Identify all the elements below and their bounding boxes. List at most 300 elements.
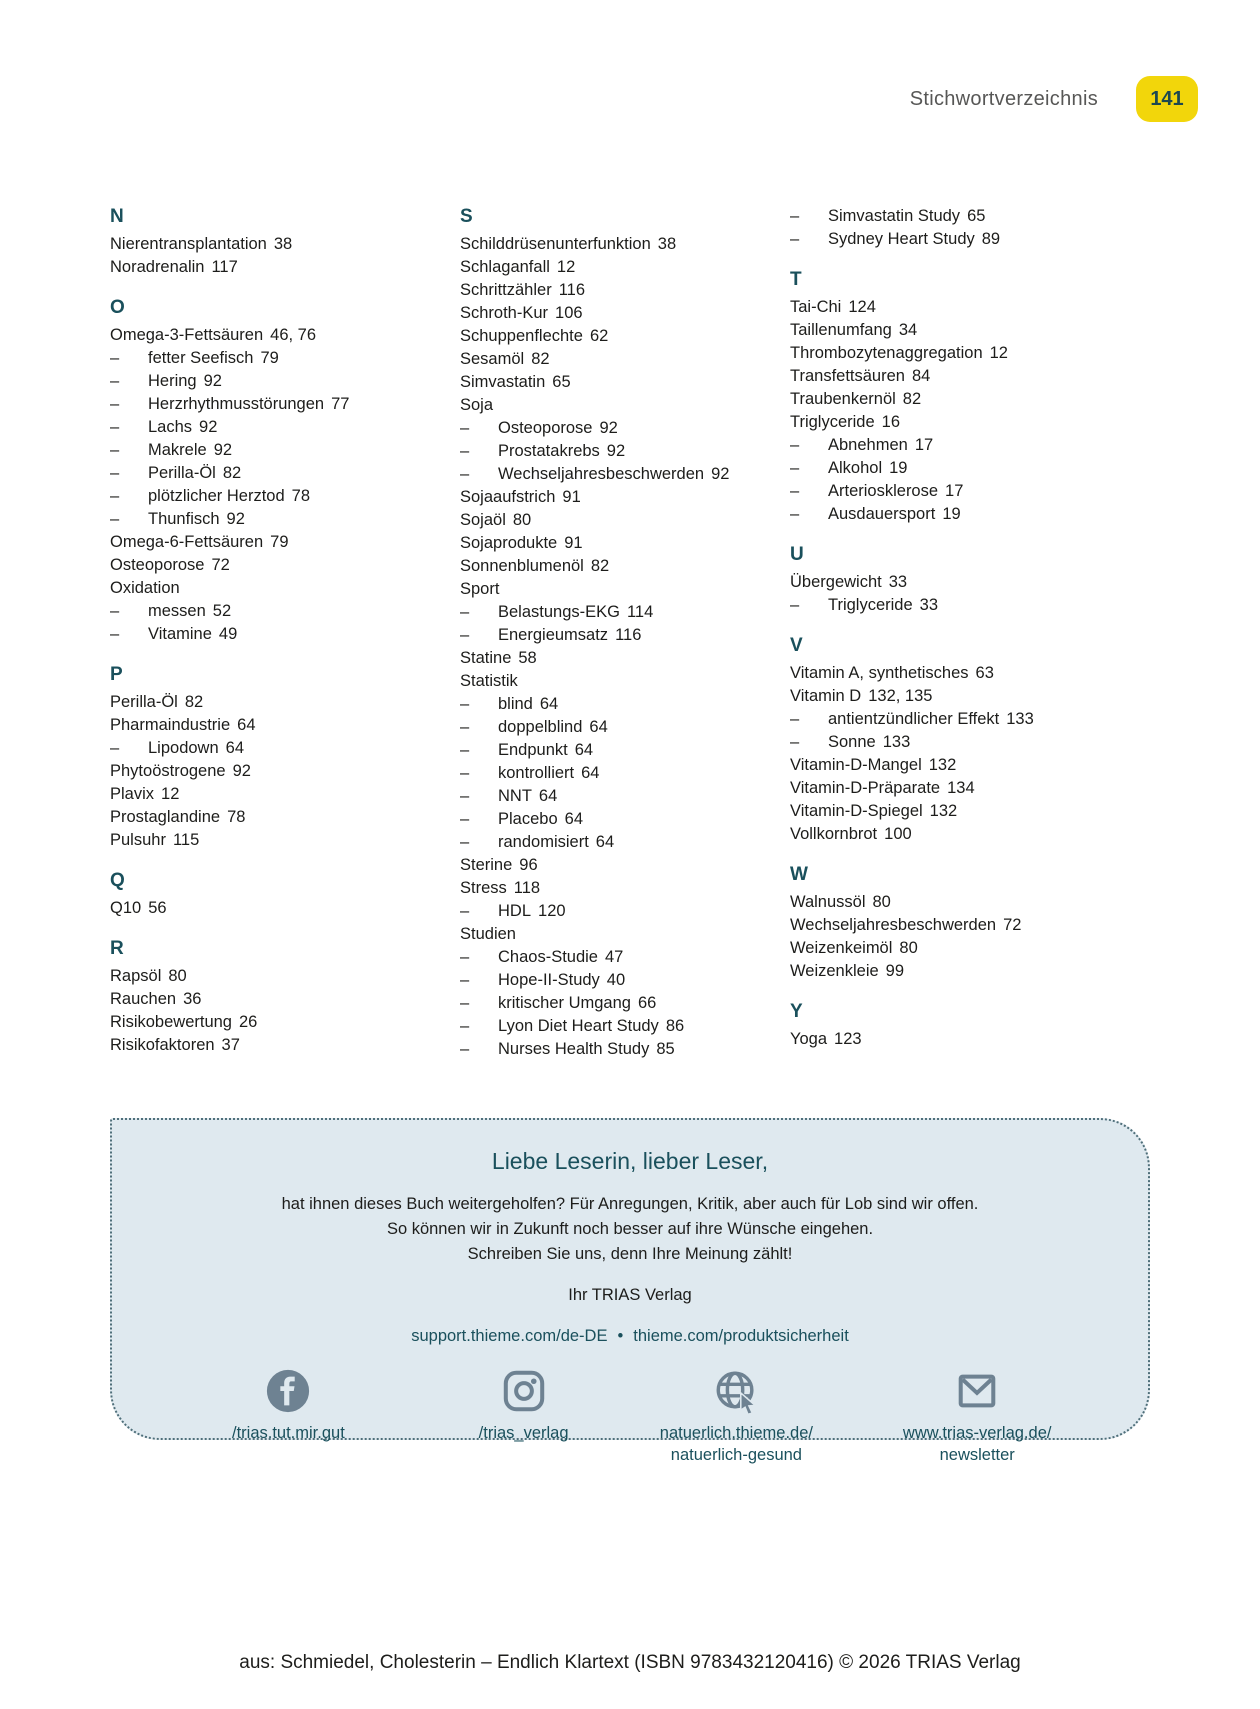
subentry-dash: – <box>790 733 800 751</box>
subentry-dash: – <box>460 442 470 460</box>
instagram-icon <box>501 1368 547 1414</box>
index-entry <box>790 228 1150 251</box>
subentry-dash: – <box>110 441 120 459</box>
entry-term: Vitamin-D-Spiegel <box>790 802 923 820</box>
entry-pages: 89 <box>981 230 1001 248</box>
subentry-dash: – <box>790 596 800 614</box>
index-entry <box>110 760 460 783</box>
subentry-dash: – <box>460 718 470 736</box>
subentry-dash: – <box>110 739 120 757</box>
subentry-dash: – <box>460 994 470 1012</box>
entry-pages: 118 <box>513 879 541 897</box>
index-entry <box>110 988 460 1011</box>
section-letter-N: N <box>110 206 124 227</box>
bullet-separator: • <box>617 1327 624 1345</box>
entry-term: antientzündlicher Effekt <box>828 710 1000 728</box>
subentry-dash: – <box>790 207 800 225</box>
entry-term: Schroth-Kur <box>460 304 549 322</box>
subentry-dash: – <box>460 810 470 828</box>
reader-feedback-box <box>110 1118 1150 1464</box>
subentry-dash: – <box>790 436 800 454</box>
index-entry <box>460 325 790 348</box>
subentry-dash: – <box>460 1040 470 1058</box>
feedback-box-title: Liebe Leserin, lieber Leser, <box>491 1148 769 1174</box>
entry-pages: 92 <box>606 442 626 460</box>
entry-term: Prostaglandine <box>110 808 221 826</box>
subentry-dash: – <box>110 418 120 436</box>
section-letter-Y: Y <box>790 1001 803 1022</box>
entry-pages: 72 <box>1003 916 1022 934</box>
facebook-icon <box>265 1368 311 1414</box>
entry-term: Sydney Heart Study <box>828 230 975 248</box>
index-entry <box>460 808 790 831</box>
entry-pages: 40 <box>606 971 626 989</box>
page-title: Stichwortverzeichnis <box>909 87 1098 110</box>
index-entry <box>460 256 790 279</box>
social-link-newsletter[interactable] <box>848 1368 1106 1466</box>
entry-pages: 64 <box>225 739 244 757</box>
email-icon <box>954 1368 1000 1414</box>
subentry-dash: – <box>110 487 120 505</box>
entry-pages: 92 <box>199 418 218 436</box>
social-label: /trias_verlag <box>478 1424 569 1442</box>
entry-term: Sojaprodukte <box>460 534 558 552</box>
index-entry <box>460 417 790 440</box>
index-entry <box>110 829 460 852</box>
subentry-dash: – <box>460 902 470 920</box>
index-column-2 <box>460 205 790 1061</box>
entry-pages: 78 <box>291 487 310 505</box>
subentry-dash: – <box>460 948 470 966</box>
index-entry <box>460 831 790 854</box>
index-entry <box>110 508 460 531</box>
entry-pages: 64 <box>538 787 558 805</box>
entry-pages: 64 <box>564 810 583 828</box>
section-letter-T: T <box>790 269 802 290</box>
entry-pages: 116 <box>558 281 586 299</box>
index-entry <box>790 296 1150 319</box>
index-entry <box>460 992 790 1015</box>
entry-term: Prostatakrebs <box>498 442 600 460</box>
subentry-dash: – <box>110 349 120 367</box>
entry-term: Schilddrüsenunterfunktion <box>460 235 651 253</box>
entry-term: Lipodown <box>148 739 219 757</box>
entry-pages: 123 <box>834 1030 862 1048</box>
entry-pages: 82 <box>531 350 550 368</box>
social-label: natuerlich.thieme.de/ <box>659 1424 813 1442</box>
entry-term: plötzlicher Herztod <box>148 487 285 505</box>
entry-pages: 64 <box>574 741 594 759</box>
entry-term: HDL <box>498 902 532 920</box>
entry-term: Walnussöl <box>790 893 866 911</box>
entry-term: Osteoporose <box>110 556 205 574</box>
entry-term: Rauchen <box>110 990 177 1008</box>
entry-term: messen <box>148 602 206 620</box>
index-entry <box>110 439 460 462</box>
entry-pages: 52 <box>212 602 232 620</box>
entry-term: Noradrenalin <box>110 258 205 276</box>
index-entry <box>460 486 790 509</box>
entry-term: Sojaöl <box>460 511 506 529</box>
index-entry <box>790 594 1150 617</box>
subentry-dash: – <box>110 510 120 528</box>
section-letter-U: U <box>790 544 804 565</box>
index-entry <box>460 1015 790 1038</box>
entry-term: Abnehmen <box>828 436 908 454</box>
index-entry <box>460 532 790 555</box>
index-entry <box>110 691 460 714</box>
entry-term: Perilla-Öl <box>148 464 216 482</box>
index-entry <box>110 623 460 646</box>
entry-pages: 72 <box>211 556 230 574</box>
entry-pages: 16 <box>881 413 901 431</box>
entry-pages: 49 <box>218 625 238 643</box>
index-entry <box>460 647 790 670</box>
entry-term: Vitamine <box>148 625 212 643</box>
entry-term: Endpunkt <box>498 741 568 759</box>
subentry-dash: – <box>460 741 470 759</box>
entry-term: fetter Seefisch <box>148 349 254 367</box>
index-entry <box>110 370 460 393</box>
entry-pages: 19 <box>889 459 908 477</box>
index-entry <box>460 601 790 624</box>
entry-term: Triglyceride <box>828 596 913 614</box>
index-entry <box>790 342 1150 365</box>
entry-pages: 92 <box>711 465 730 483</box>
entry-term: blind <box>498 695 533 713</box>
entry-pages: 65 <box>552 373 571 391</box>
index-entry <box>790 777 1150 800</box>
index-column-3 <box>790 205 1150 1061</box>
entry-term: Osteoporose <box>498 419 593 437</box>
entry-pages: 84 <box>911 367 931 385</box>
entry-term: Arteriosklerose <box>828 482 939 500</box>
globe-icon <box>713 1368 759 1414</box>
entry-pages: 91 <box>562 488 581 506</box>
feedback-text-line: So können wir in Zukunft noch besser auf ihre Wünsche eingehen. <box>386 1220 874 1238</box>
entry-term: Omega-6-Fettsäuren <box>110 533 264 551</box>
entry-pages: 78 <box>227 808 246 826</box>
subentry-dash: – <box>460 971 470 989</box>
index-entry <box>110 347 460 370</box>
entry-pages: 132 <box>929 802 958 820</box>
index-entry <box>790 937 1150 960</box>
index-entry <box>110 233 460 256</box>
entry-term: Perilla-Öl <box>110 693 178 711</box>
index-entry <box>460 509 790 532</box>
entry-term: Vitamin A, synthetisches <box>790 664 969 682</box>
entry-term: Placebo <box>498 810 558 828</box>
index-entry <box>790 1028 1150 1051</box>
index-entry <box>110 600 460 623</box>
entry-pages: 65 <box>967 207 986 225</box>
entry-term: Sojaaufstrich <box>460 488 556 506</box>
entry-pages: 64 <box>589 718 608 736</box>
entry-term: NNT <box>498 787 532 805</box>
entry-term: Wechseljahresbeschwerden <box>790 916 997 934</box>
subentry-dash: – <box>110 602 120 620</box>
index-entry <box>460 1038 790 1061</box>
index-entry <box>110 324 460 347</box>
index-entry <box>460 348 790 371</box>
index-entry <box>110 1011 460 1034</box>
index-entry <box>460 900 790 923</box>
entry-term: Sesamöl <box>460 350 525 368</box>
subentry-dash: – <box>460 833 470 851</box>
index-entry <box>460 854 790 877</box>
product-safety-link[interactable]: thieme.com/produktsicherheit <box>633 1327 849 1345</box>
subentry-dash: – <box>460 603 470 621</box>
entry-term: Rapsöl <box>110 967 162 985</box>
entry-term: Pulsuhr <box>110 831 166 849</box>
index-entry <box>790 960 1150 983</box>
feedback-links <box>154 1324 1106 1348</box>
section-letter-P: P <box>110 664 123 685</box>
index-entry <box>790 823 1150 846</box>
section-letter-V: V <box>790 635 803 656</box>
index-entry <box>460 716 790 739</box>
entry-pages: 62 <box>589 327 609 345</box>
section-letter-R: R <box>110 938 124 959</box>
entry-pages: 85 <box>656 1040 675 1058</box>
entry-term: Hering <box>148 372 197 390</box>
index-entry <box>460 624 790 647</box>
entry-pages: 92 <box>232 762 251 780</box>
entry-term: Vollkornbrot <box>790 825 878 843</box>
social-link-instagram[interactable] <box>423 1368 625 1466</box>
entry-pages: 63 <box>975 664 994 682</box>
entry-pages: 17 <box>945 482 964 500</box>
entry-term: Taillenumfang <box>790 321 892 339</box>
entry-term: Risikofaktoren <box>110 1036 215 1054</box>
entry-pages: 56 <box>148 899 167 917</box>
entry-term: Schlaganfall <box>460 258 550 276</box>
entry-term: Vitamin-D-Präparate <box>790 779 941 797</box>
index-entry <box>110 806 460 829</box>
index-entry <box>110 462 460 485</box>
entry-term: Thrombozytenaggregation <box>790 344 983 362</box>
entry-pages: 114 <box>626 603 654 621</box>
entry-term: Schrittzähler <box>460 281 552 299</box>
entry-term: Triglyceride <box>790 413 875 431</box>
subentry-dash: – <box>790 710 800 728</box>
social-label: /trias.tut.mir.gut <box>232 1424 345 1442</box>
index-entry <box>790 388 1150 411</box>
index-entry <box>460 440 790 463</box>
entry-pages: 100 <box>884 825 912 843</box>
entry-term: doppelblind <box>498 718 583 736</box>
entry-pages: 17 <box>914 436 934 454</box>
entry-term: Chaos-Studie <box>498 948 598 966</box>
index-entry <box>460 233 790 256</box>
entry-pages: 12 <box>989 344 1008 362</box>
social-label: www.trias-verlag.de/ <box>902 1424 1052 1442</box>
entry-pages: 80 <box>899 939 918 957</box>
entry-term: Energieumsatz <box>498 626 609 644</box>
entry-pages: 86 <box>665 1017 685 1035</box>
entry-term: Hope-II-Study <box>498 971 600 989</box>
index-column-1 <box>110 205 460 1061</box>
page-number-badge: 141 <box>1136 76 1198 122</box>
entry-pages: 80 <box>872 893 891 911</box>
entry-term: Makrele <box>148 441 207 459</box>
entry-pages: 38 <box>657 235 677 253</box>
entry-term: Plavix <box>110 785 155 803</box>
social-links-row <box>154 1368 1106 1466</box>
index-entry <box>790 571 1150 594</box>
entry-pages: 82 <box>902 390 922 408</box>
entry-term: Alkohol <box>828 459 883 477</box>
entry-pages: 117 <box>211 258 238 276</box>
entry-term: Studien <box>460 925 516 943</box>
entry-term: Omega-3-Fettsäuren <box>110 326 264 344</box>
entry-pages: 132 <box>928 756 957 774</box>
entry-term: Thunfisch <box>148 510 220 528</box>
subentry-dash: – <box>790 482 800 500</box>
entry-term: Simvastatin Study <box>828 207 961 225</box>
index-entry <box>110 416 460 439</box>
entry-pages: 34 <box>898 321 918 339</box>
index-entry <box>460 923 790 946</box>
entry-term: Lyon Diet Heart Study <box>498 1017 659 1035</box>
index-entry <box>110 897 460 920</box>
entry-pages: 36 <box>183 990 202 1008</box>
entry-term: Schuppenflechte <box>460 327 583 345</box>
entry-pages: 82 <box>184 693 204 711</box>
index-entry <box>460 739 790 762</box>
index-entry <box>790 480 1150 503</box>
entry-pages: 106 <box>555 304 583 322</box>
social-link-facebook[interactable] <box>154 1368 423 1466</box>
entry-term: Belastungs-EKG <box>498 603 620 621</box>
entry-pages: 64 <box>595 833 615 851</box>
entry-pages: 115 <box>172 831 200 849</box>
entry-term: Statine <box>460 649 512 667</box>
index-entry <box>460 785 790 808</box>
entry-term: Sonne <box>828 733 876 751</box>
entry-term: Stress <box>460 879 507 897</box>
entry-pages: 46, 76 <box>270 326 317 344</box>
subentry-dash: – <box>110 464 120 482</box>
page-header <box>0 76 1198 122</box>
social-label: newsletter <box>939 1446 1015 1464</box>
social-link-website[interactable] <box>624 1368 848 1466</box>
entry-term: Nurses Health Study <box>498 1040 650 1058</box>
index-entry <box>790 365 1150 388</box>
entry-pages: 133 <box>1006 710 1034 728</box>
entry-term: Lachs <box>148 418 193 436</box>
index-entry <box>460 302 790 325</box>
section-letter-Q: Q <box>110 870 125 891</box>
entry-term: Tai-Chi <box>790 298 842 316</box>
entry-term: Simvastatin <box>460 373 546 391</box>
index-entry <box>790 319 1150 342</box>
entry-pages: 38 <box>273 235 293 253</box>
support-link[interactable]: support.thieme.com/de-DE <box>411 1327 608 1345</box>
entry-pages: 58 <box>518 649 537 667</box>
index-entry <box>460 693 790 716</box>
entry-term: kontrolliert <box>498 764 575 782</box>
entry-term: randomisiert <box>498 833 589 851</box>
entry-pages: 92 <box>599 419 618 437</box>
entry-term: Ausdauersport <box>828 505 936 523</box>
index-entry <box>790 800 1150 823</box>
entry-term: Q10 <box>110 899 142 917</box>
entry-term: Wechseljahresbeschwerden <box>498 465 705 483</box>
entry-pages: 80 <box>512 511 532 529</box>
index-entry <box>790 754 1150 777</box>
index-columns <box>110 205 1150 1061</box>
index-entry <box>790 205 1150 228</box>
subentry-dash: – <box>460 626 470 644</box>
feedback-text-line: Schreiben Sie uns, denn Ihre Meinung zählt! <box>467 1245 793 1263</box>
index-entry <box>790 914 1150 937</box>
entry-term: Weizenkleie <box>790 962 879 980</box>
entry-term: Vitamin D <box>790 687 862 705</box>
entry-term: Soja <box>460 396 494 414</box>
entry-pages: 133 <box>882 733 911 751</box>
entry-term: Statistik <box>460 672 518 690</box>
subentry-dash: – <box>460 1017 470 1035</box>
entry-pages: 92 <box>226 510 245 528</box>
entry-pages: 96 <box>519 856 538 874</box>
entry-pages: 120 <box>538 902 566 920</box>
entry-pages: 82 <box>590 557 610 575</box>
entry-term: Herzrhythmusstörungen <box>148 395 325 413</box>
entry-term: Risikobewertung <box>110 1013 232 1031</box>
index-entry <box>790 457 1150 480</box>
entry-term: Nierentransplantation <box>110 235 267 253</box>
index-entry <box>460 946 790 969</box>
subentry-dash: – <box>110 395 120 413</box>
entry-term: kritischer Umgang <box>498 994 631 1012</box>
entry-pages: 124 <box>848 298 876 316</box>
index-entry <box>110 714 460 737</box>
index-entry <box>110 1034 460 1057</box>
index-entry <box>110 783 460 806</box>
entry-pages: 116 <box>615 626 642 644</box>
entry-term: Sport <box>460 580 500 598</box>
entry-term: Sonnenblumenöl <box>460 557 584 575</box>
entry-term: Sterine <box>460 856 513 874</box>
entry-pages: 92 <box>213 441 233 459</box>
entry-pages: 80 <box>168 967 187 985</box>
entry-pages: 26 <box>238 1013 258 1031</box>
entry-pages: 64 <box>237 716 256 734</box>
index-entry <box>460 969 790 992</box>
index-entry <box>790 685 1150 708</box>
index-entry <box>460 578 790 601</box>
entry-pages: 79 <box>270 533 289 551</box>
subentry-dash: – <box>460 419 470 437</box>
entry-pages: 47 <box>604 948 624 966</box>
subentry-dash: – <box>460 787 470 805</box>
entry-pages: 99 <box>885 962 905 980</box>
entry-term: Traubenkernöl <box>790 390 896 408</box>
entry-pages: 33 <box>888 573 908 591</box>
index-entry <box>110 577 460 600</box>
entry-term: Übergewicht <box>790 573 882 591</box>
index-entry <box>460 762 790 785</box>
index-entry <box>460 670 790 693</box>
index-entry <box>110 393 460 416</box>
subentry-dash: – <box>110 625 120 643</box>
index-entry <box>460 463 790 486</box>
index-entry <box>790 662 1150 685</box>
entry-term: Oxidation <box>110 579 180 597</box>
index-entry <box>790 503 1150 526</box>
entry-pages: 33 <box>919 596 939 614</box>
